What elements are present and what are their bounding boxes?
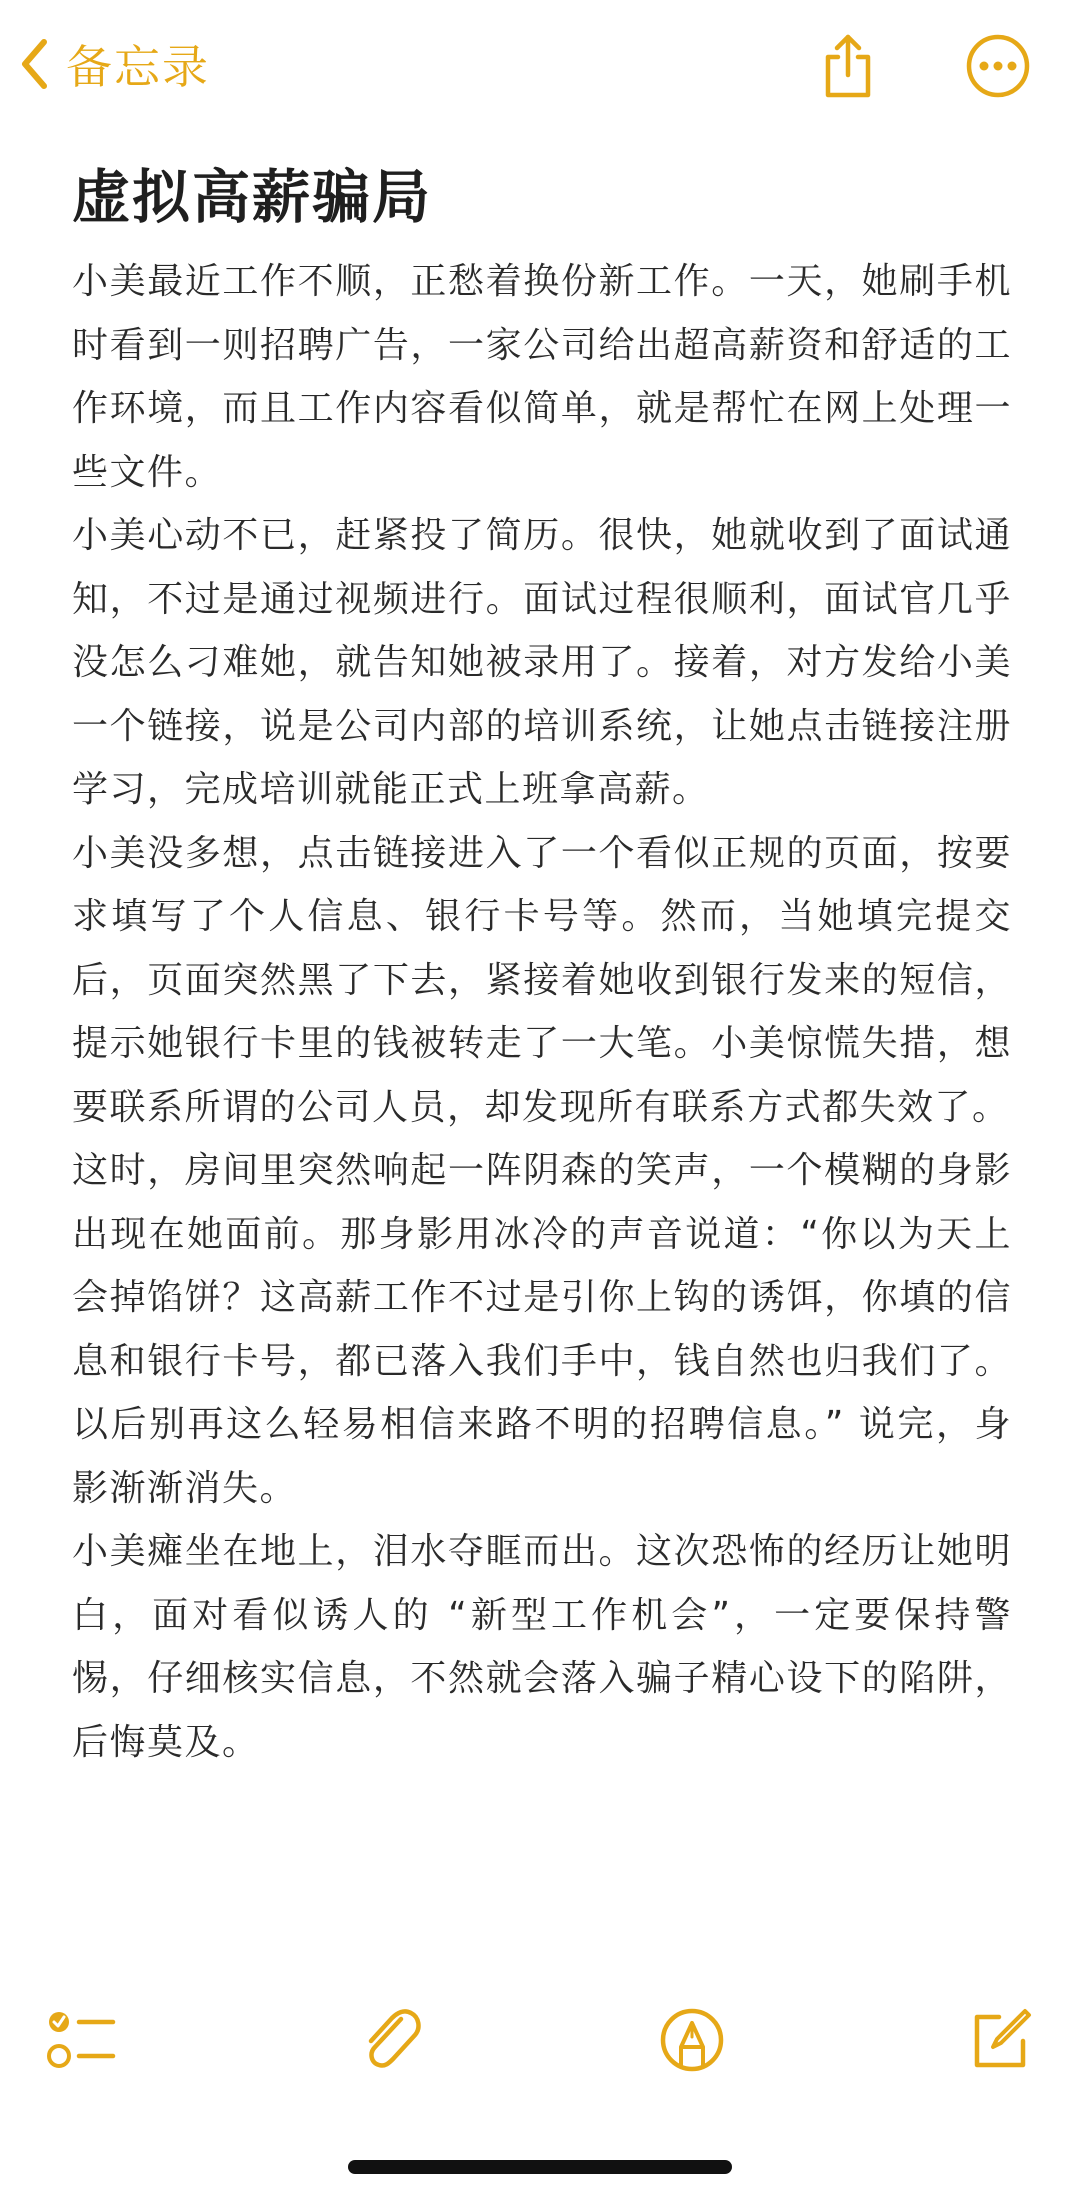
home-indicator[interactable] [348,2160,732,2174]
compose-icon [967,2007,1033,2073]
note-body[interactable] [72,250,1012,1774]
share-button[interactable] [812,30,884,102]
markup-button[interactable] [652,2000,732,2080]
note-paragraph: 小美瘫坐在地上，泪水夺眶而出。这次恐怖的经历让她明白，面对看似诱人的 “新型工作机会”，一定要保持警惕，仔细核实信息，不然就会落入骗子精心设下的陷阱，后悔莫及。 [72,1531,1012,1763]
markup-pen-icon [659,2007,725,2073]
compose-button[interactable] [960,2000,1040,2080]
chevron-left-icon [20,38,48,90]
note-paragraph: 这时，房间里突然响起一阵阴森的笑声，一个模糊的身影出现在她面前。那身影用冰冷的声音说道：“你以为天上会掉馅饼？这高薪工作不过是引你上钩的诱饵，你填的信息和银行卡号，都已落入我们手中，钱自然也归我们了。以后别再这么轻易相信来路不明的招聘信息。” 说完，身影渐渐消失。 [72,1150,1012,1509]
checklist-icon [47,2008,117,2072]
back-label: 备忘录 [66,40,210,94]
note-paragraph: 小美没多想，点击链接进入了一个看似正规的页面，按要求填写了个人信息、银行卡号等。然而，当她填完提交后，页面突然黑了下去，紧接着她收到银行发来的短信，提示她银行卡里的钱被转走了一大笔。小美惊慌失措，想要联系所谓的公司人员，却发现所有联系方式都失效了。 [72,832,1012,1128]
more-button[interactable] [962,30,1034,102]
more-icon [965,33,1031,99]
note-paragraph: 小美最近工作不顺，正愁着换份新工作。一天，她刷手机时看到一则招聘广告，一家公司给出超高薪资和舒适的工作环境，而且工作内容看似简单，就是帮忙在网上处理一些文件。 [72,261,1012,493]
bottom-toolbar [0,2000,1080,2100]
checklist-button[interactable] [42,2000,122,2080]
attachment-button[interactable] [350,2000,430,2080]
navigation-bar [0,0,1080,130]
share-icon [818,33,878,99]
paperclip-icon [357,2005,423,2075]
back-button[interactable] [20,28,210,100]
note-title[interactable]: 虚拟高薪骗局 [72,163,433,231]
note-paragraph: 小美心动不已，赶紧投了简历。很快，她就收到了面试通知，不过是通过视频进行。面试过程很顺利，面试官几乎没怎么刁难她，就告知她被录用了。接着，对方发给小美一个链接，说是公司内部的培训系统，让她点击链接注册学习，完成培训就能正式上班拿高薪。 [72,515,1012,810]
